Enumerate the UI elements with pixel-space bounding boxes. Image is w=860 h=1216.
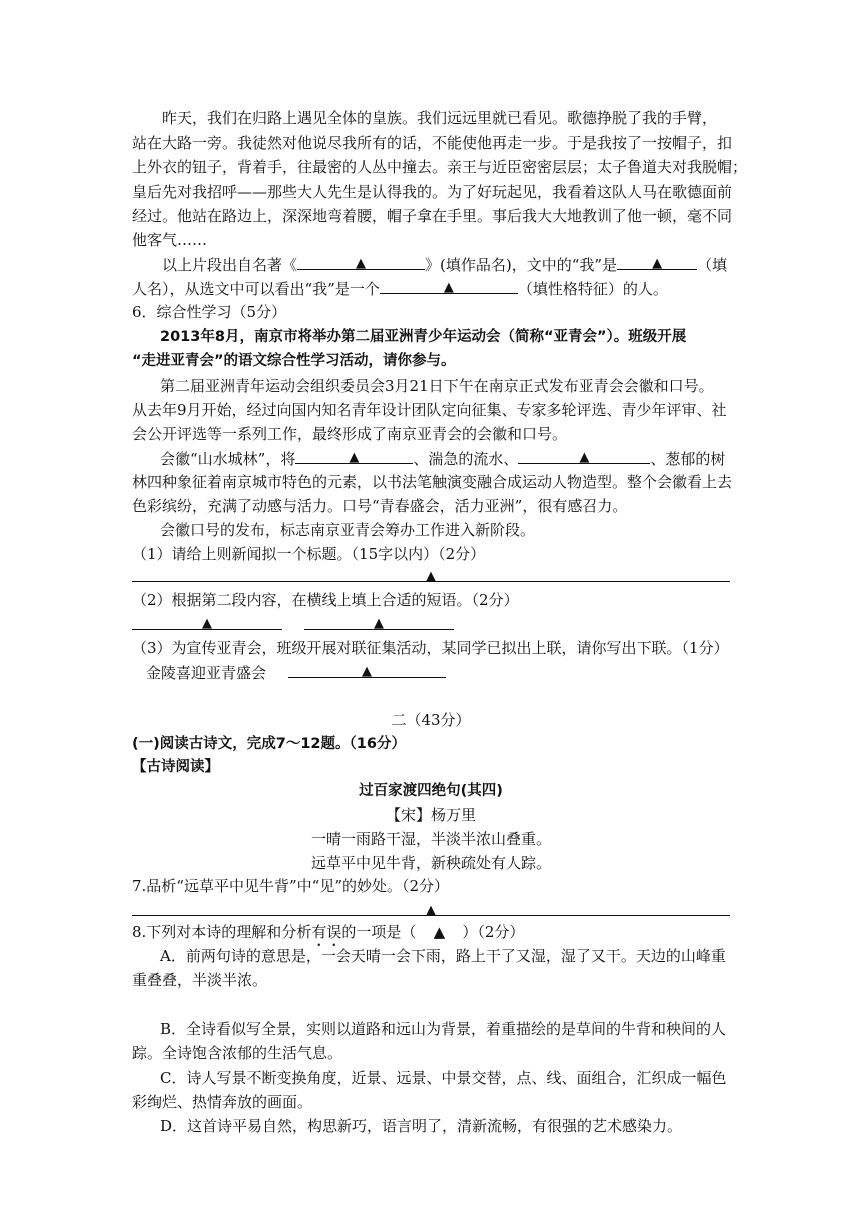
answer-line-q7[interactable]: ▲ — [132, 897, 730, 916]
option-d: D．这首诗平易自然，构思新巧，语言明了，清新流畅，有很强的艺术感染力。 — [160, 1117, 683, 1135]
question-5-line1: 以上片段出自名著《 ▲ 》(填作品名)，文中的“我”是 ▲ （填 — [162, 256, 728, 274]
answer-blank-6-2-b[interactable]: ▲ — [304, 614, 454, 630]
answer-blank-book[interactable]: ▲ — [297, 254, 425, 270]
question-8: 8.下列对本诗的理解和分析有误的一项是（ ▲ ）（2分） — [132, 923, 525, 941]
answer-blank-phrase-1[interactable]: ▲ — [295, 448, 413, 464]
option-c-cont: 彩绚烂、热情奔放的画面。 — [132, 1093, 313, 1111]
news-line: 色彩缤纷，充满了动感与活力。口号“青春盛会，活力亚洲”，很有感召力。 — [132, 497, 628, 515]
section-2-subtitle: (一)阅读古诗文，完成7～12题。（16分） — [132, 736, 406, 752]
answer-blank-phrase-2[interactable]: ▲ — [518, 448, 650, 464]
news-line: 会徽口号的发布，标志南京亚青会筹办工作进入新阶段。 — [160, 521, 536, 539]
option-a: A．前两句诗的意思是，一会天晴一会下雨，路上干了又湿，湿了又干。天边的山峰重 — [160, 947, 726, 965]
option-b-cont: 踪。全诗饱含浓郁的生活气息。 — [132, 1044, 343, 1062]
question-6-intro: 2013年8月，南京市将举办第二届亚洲青少年运动会（简称“亚青会”）。班级开展 — [160, 329, 687, 345]
news-line: 林四种象征着南京城市特色的元素，以书法笔触演变融合成运动人物造型。整个会徽看上去 — [132, 473, 733, 491]
answer-blank-couplet[interactable]: ▲ — [288, 662, 446, 678]
section-2-title: 二（43分） — [391, 711, 471, 729]
passage-line: 皇后先对我招呼——那些大人先生是认得我的。为了好玩起见，我看着这队人马在歌德面前 — [132, 183, 733, 201]
question-6-3: （3）为宣传亚青会，班级开展对联征集活动，某同学已拟出上联，请你写出下联。（1分） — [132, 639, 729, 657]
answer-blank-trait[interactable]: ▲ — [380, 278, 518, 294]
poem-section-label: 【古诗阅读】 — [132, 759, 219, 775]
question-6-2-blanks — [132, 614, 732, 635]
question-6-title: 6．综合性学习（5分） — [132, 303, 287, 321]
answer-blank-person[interactable]: ▲ — [617, 254, 697, 270]
poem-line: 一晴一雨路干湿，半淡半浓山叠重。 — [310, 830, 551, 848]
passage-line: 经过。他站在路边上，深深地弯着腰，帽子拿在手里。事后我大大地教训了他一顿，毫不同 — [132, 207, 733, 225]
news-line-blanks: 会徽“山水城林”，将 ▲ 、湍急的流水、 ▲ 、葱郁的树 — [160, 450, 726, 468]
passage-line: 昨天，我们在归路上遇见全体的皇族。我们远远里就已看见。歌德挣脱了我的手臂， — [162, 109, 718, 127]
question-6-intro: “走进亚青会”的语文综合性学习活动，请你参与。 — [132, 353, 456, 369]
passage-line: 他客气…… — [132, 231, 208, 249]
couplet-line: 金陵喜迎亚青盛会 ▲ — [146, 662, 746, 683]
option-a-cont: 重叠叠，半淡半浓。 — [132, 971, 268, 989]
passage-line: 站在大路一旁。我徒然对他说尽我所有的话，不能使他再走一步。于是我按了一按帽子，扣 — [132, 134, 733, 152]
answer-blank-6-2-a[interactable]: ▲ — [132, 614, 282, 630]
question-6-2: （2）根据第二段内容，在横线上填上合适的短语。（2分） — [132, 591, 519, 609]
news-line: 从去年9月开始，经过向国内知名青年设计团队定向征集、专家多轮评选、青少年评审、社 — [132, 401, 727, 419]
question-6-1: （1）请给上则新闻拟一个标题。（15字以内）（2分） — [132, 545, 486, 563]
poem-title: 过百家渡四绝句(其四) — [359, 783, 503, 799]
poem-author: 【宋】杨万里 — [385, 806, 476, 824]
option-c: C．诗人写景不断变换角度，近景、远景、中景交替，点、线、面组合，汇织成一幅色 — [160, 1069, 727, 1087]
question-7: 7.品析“远草平中见牛背”中“见”的妙处。（2分） — [132, 877, 450, 895]
answer-line-title[interactable]: ▲ — [132, 563, 730, 582]
passage-line: 上外衣的钮子，背着手，往最密的人丛中撞去。亲王与近臣密密层层；太子鲁道夫对我脱帽； — [132, 158, 748, 176]
poem-line: 远草平中见牛背，新秧疏处有人踪。 — [310, 854, 551, 872]
news-line: 会公开评选等一系列工作，最终形成了南京亚青会的会徽和口号。 — [132, 425, 568, 443]
news-line: 第二届亚洲青年运动会组织委员会3月21日下午在南京正式发布亚青会会徽和口号。 — [160, 377, 714, 395]
question-5-line2: 人名），从选文中可以看出“我”是一个 ▲ （填性格特征）的人。 — [132, 280, 668, 298]
answer-choice-slot[interactable]: ▲ — [433, 923, 446, 941]
option-b: B．全诗看似写全景，实则以道路和远山为背景，着重描绘的是草间的牛背和秧间的人 — [160, 1020, 727, 1038]
